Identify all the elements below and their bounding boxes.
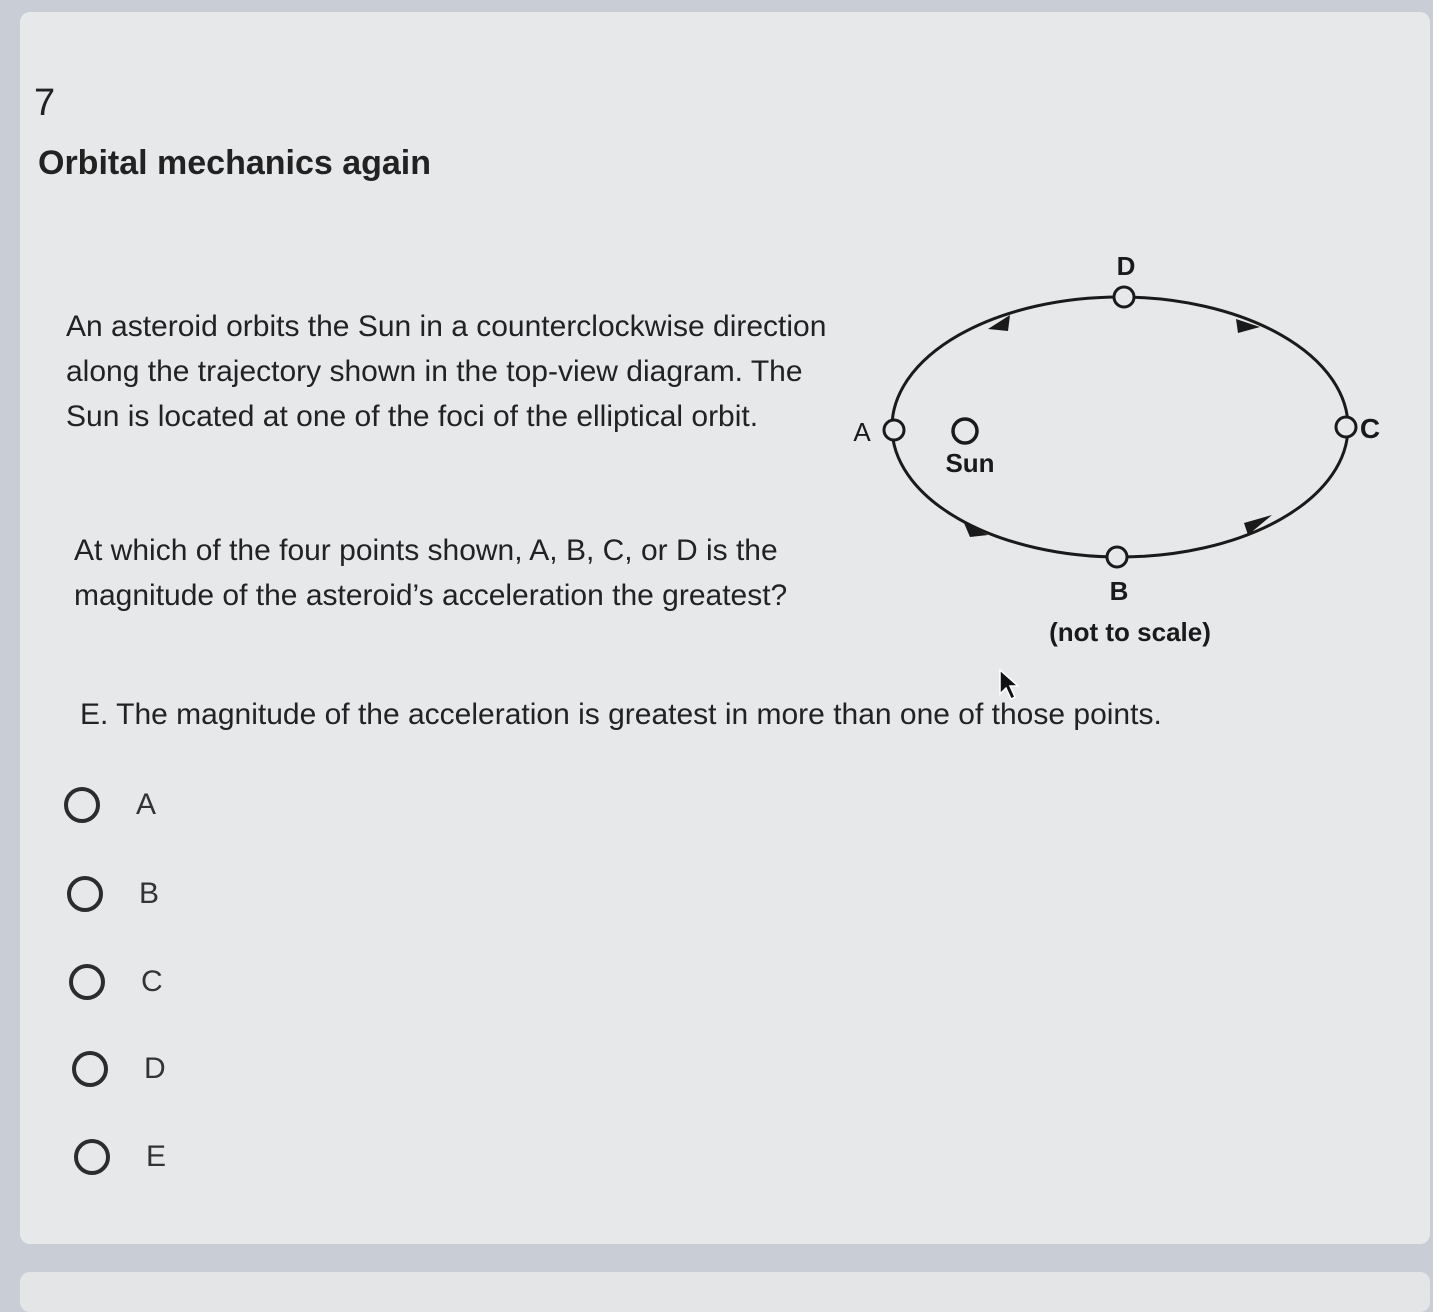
mouse-pointer-icon	[998, 668, 1024, 704]
next-question-card	[20, 1272, 1430, 1312]
point-a-marker	[884, 420, 904, 440]
choice-a[interactable]	[64, 787, 156, 823]
choice-a-label: A	[136, 788, 157, 821]
orbit-arrow-top-right	[1236, 319, 1260, 333]
point-c-marker	[1336, 417, 1356, 437]
question-paragraph-2: At which of the four points shown, A, B, C, or D is the magnitude of the asteroid’s acceleration the greatest?	[74, 534, 788, 612]
radio-d[interactable]	[72, 1051, 108, 1087]
choice-b-label: B	[139, 877, 160, 910]
point-d-marker	[1114, 287, 1134, 307]
not-to-scale-note: (not to scale)	[1049, 617, 1211, 647]
label-sun: Sun	[945, 448, 995, 478]
choice-d-label: D	[144, 1052, 166, 1085]
radio-b[interactable]	[67, 876, 103, 912]
choice-c-label: C	[141, 965, 163, 998]
question-title: Orbital mechanics again	[38, 144, 432, 182]
label-a: A	[853, 417, 871, 447]
option-e-description: E. The magnitude of the acceleration is greatest in more than one of those points.	[80, 698, 1162, 731]
label-d: D	[1116, 251, 1136, 281]
choice-d[interactable]	[72, 1051, 166, 1087]
question-paragraph-1: An asteroid orbits the Sun in a counterclockwise direction along the trajectory shown in the top-view diagram. The Sun is located at one of the foci of the elliptical orbit.	[66, 310, 827, 433]
choice-b[interactable]	[67, 876, 159, 912]
radio-a[interactable]	[64, 787, 100, 823]
choice-e-label: E	[146, 1140, 167, 1173]
point-b-marker	[1107, 547, 1127, 567]
label-c: C	[1359, 413, 1381, 444]
choice-e[interactable]	[74, 1139, 166, 1175]
sun-marker	[953, 419, 977, 443]
choice-c[interactable]	[69, 964, 163, 1000]
question-number: 7	[34, 82, 56, 124]
radio-c[interactable]	[69, 964, 105, 1000]
label-b: B	[1109, 576, 1129, 606]
orbit-diagram	[840, 245, 1400, 665]
radio-e[interactable]	[74, 1139, 110, 1175]
